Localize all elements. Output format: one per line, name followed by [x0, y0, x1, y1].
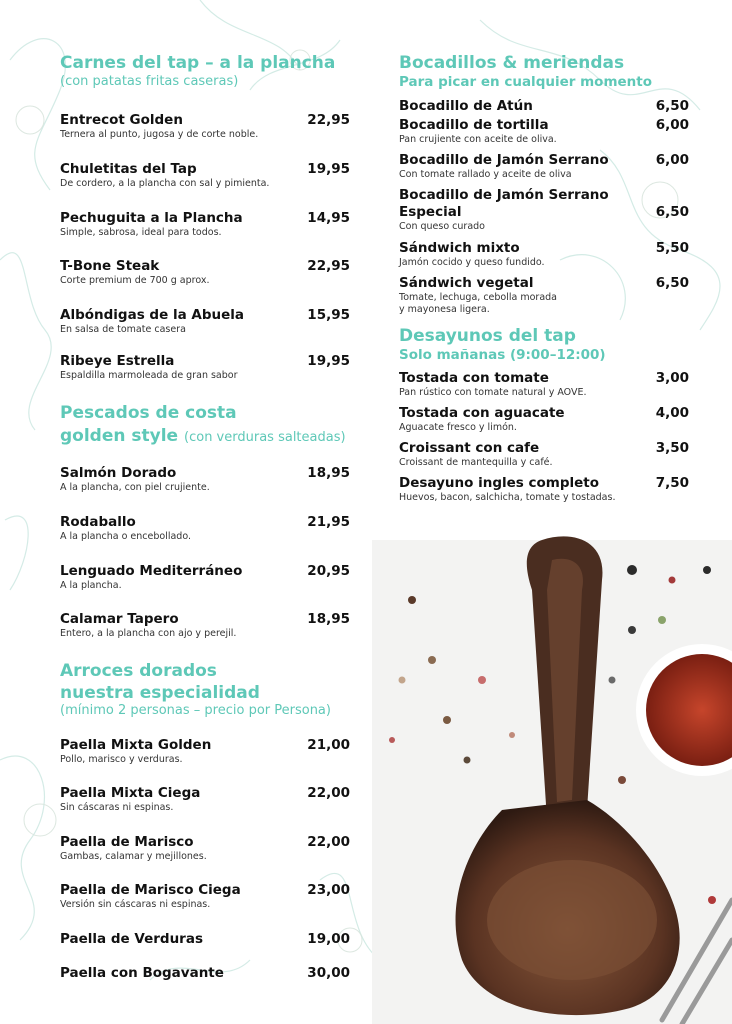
item-name: Chuletitas del Tap [60, 161, 197, 177]
item-desc: A la plancha o encebollado. [60, 531, 192, 542]
item-desc: De cordero, a la plancha con sal y pimienta. [60, 178, 270, 189]
menu-item [60, 785, 350, 814]
item-name: Salmón Dorado [60, 465, 177, 481]
item-desc: Simple, sabrosa, ideal para todos. [60, 227, 222, 238]
section-subtitle-bocadillos: Para picar en cualquier momento [399, 74, 653, 90]
item-price: 3,00 [655, 370, 689, 386]
item-name: Bocadillo de Atún [399, 98, 533, 114]
section-title-pescados-part2: golden style [60, 426, 179, 446]
item-desc: Pollo, marisco y verduras. [60, 754, 183, 765]
menu-item [399, 275, 689, 316]
item-desc: Croissant de mantequilla y café. [399, 457, 553, 468]
item-desc: Pan crujiente con aceite de oliva. [399, 134, 557, 145]
section-title-pescados: Pescados de costa [60, 403, 237, 423]
item-price: 18,95 [307, 611, 350, 627]
item-name: Calamar Tapero [60, 611, 179, 627]
item-desc: En salsa de tomate casera [60, 324, 186, 335]
item-desc: Gambas, calamar y mejillones. [60, 851, 207, 862]
item-price: 21,00 [307, 737, 350, 753]
menu-item [60, 161, 350, 190]
item-price: 6,50 [655, 204, 689, 220]
item-price: 6,00 [655, 117, 689, 133]
menu-item [399, 440, 689, 469]
menu-item [60, 112, 350, 141]
item-price: 6,50 [655, 275, 689, 291]
item-name: Paella Mixta Golden [60, 737, 212, 753]
menu-item [399, 370, 689, 399]
item-price: 18,95 [307, 465, 350, 481]
item-name: Paella de Marisco [60, 834, 194, 850]
item-price: 30,00 [307, 965, 350, 981]
section-title-arroces-line2: nuestra especialidad [60, 683, 260, 703]
item-price: 15,95 [307, 307, 350, 323]
item-name: Desayuno ingles completo [399, 475, 600, 491]
item-price: 4,00 [655, 405, 689, 421]
item-name: Bocadillo de Jamón Serrano [399, 152, 609, 168]
item-price: 22,00 [307, 785, 350, 801]
menu-item [60, 563, 350, 592]
item-name: Entrecot Golden [60, 112, 183, 128]
item-price: 22,95 [307, 112, 350, 128]
item-desc: A la plancha. [60, 580, 122, 591]
menu-item [60, 834, 350, 863]
item-price: 22,00 [307, 834, 350, 850]
section-subtitle-carnes: (con patatas fritas caseras) [60, 74, 239, 89]
item-price: 20,95 [307, 563, 350, 579]
item-price: 5,50 [655, 240, 689, 256]
section-title-arroces: Arroces dorados [60, 661, 217, 681]
item-price: 21,95 [307, 514, 350, 530]
menu-item [60, 258, 350, 287]
item-name-line2: Especial [399, 204, 462, 220]
menu-item [60, 737, 350, 766]
item-price: 7,50 [655, 475, 689, 491]
item-desc: Aguacate fresco y limón. [399, 422, 517, 433]
item-price: 6,00 [655, 152, 689, 168]
item-desc: Ternera al punto, jugosa y de corte noble. [60, 129, 259, 140]
item-price: 19,00 [307, 931, 350, 947]
item-name: Paella Mixta Ciega [60, 785, 201, 801]
item-desc: Versión sin cáscaras ni espinas. [60, 899, 211, 910]
item-price: 23,00 [307, 882, 350, 898]
item-name: Tostada con aguacate [399, 405, 565, 421]
item-price: 19,95 [307, 161, 350, 177]
menu-item [60, 931, 350, 948]
menu-item [399, 475, 689, 504]
item-name: Paella de Verduras [60, 931, 203, 947]
item-name: Albóndigas de la Abuela [60, 307, 244, 323]
menu-item [399, 187, 689, 233]
menu-item [60, 210, 350, 239]
menu-item [399, 117, 689, 146]
item-desc: Pan rústico con tomate natural y AOVE. [399, 387, 587, 398]
item-desc: Huevos, bacon, salchicha, tomate y tostadas. [399, 492, 616, 503]
menu-item [60, 611, 350, 640]
section-subtitle-arroces: (mínimo 2 personas – precio por Persona) [60, 703, 331, 718]
item-name: T-Bone Steak [60, 258, 160, 274]
item-name: Tostada con tomate [399, 370, 549, 386]
item-name: Ribeye Estrella [60, 353, 175, 369]
item-price: 19,95 [307, 353, 350, 369]
item-name: Rodaballo [60, 514, 136, 530]
item-price: 6,50 [655, 98, 689, 114]
section-title-bocadillos: Bocadillos & meriendas [399, 53, 625, 73]
menu-item [60, 882, 350, 911]
item-name: Lenguado Mediterráneo [60, 563, 243, 579]
item-name: Paella con Bogavante [60, 965, 224, 981]
menu-item [399, 152, 689, 181]
item-desc: Tomate, lechuga, cebolla morada [399, 292, 558, 303]
item-desc: Espaldilla marmoleada de gran sabor [60, 370, 238, 381]
item-name: Bocadillo de Jamón Serrano [399, 187, 609, 203]
item-desc: Sin cáscaras ni espinas. [60, 802, 174, 813]
item-name: Paella de Marisco Ciega [60, 882, 241, 898]
section-title-pescados-line2 [60, 425, 346, 449]
section-subtitle-pescados: (con verduras salteadas) [184, 430, 346, 445]
item-desc: Con tomate rallado y aceite de oliva [399, 169, 572, 180]
item-name: Bocadillo de tortilla [399, 117, 549, 133]
tomahawk-steak-photo-icon [372, 480, 732, 1024]
menu-item [60, 307, 350, 336]
item-desc: Con queso curado [399, 221, 485, 232]
menu-item [399, 405, 689, 434]
item-desc: Entero, a la plancha con ajo y perejil. [60, 628, 237, 639]
item-desc-line2: y mayonesa ligera. [399, 304, 490, 315]
menu-item [60, 514, 350, 543]
menu-item [399, 98, 689, 115]
menu-item [399, 240, 689, 269]
item-name: Pechuguita a la Plancha [60, 210, 243, 226]
section-title-carnes: Carnes del tap – a la plancha [60, 53, 336, 73]
item-price: 3,50 [655, 440, 689, 456]
item-name: Sándwich vegetal [399, 275, 534, 291]
item-name: Croissant con cafe [399, 440, 540, 456]
item-desc: A la plancha, con piel crujiente. [60, 482, 210, 493]
menu-item [60, 353, 350, 382]
item-desc: Jamón cocido y queso fundido. [399, 257, 545, 268]
item-price: 14,95 [307, 210, 350, 226]
menu-item [60, 465, 350, 494]
section-subtitle-desayunos: Solo mañanas (9:00–12:00) [399, 347, 606, 363]
menu-item [60, 965, 350, 982]
item-name: Sándwich mixto [399, 240, 520, 256]
item-desc: Corte premium de 700 g aprox. [60, 275, 210, 286]
section-title-desayunos: Desayunos del tap [399, 326, 576, 346]
item-price: 22,95 [307, 258, 350, 274]
